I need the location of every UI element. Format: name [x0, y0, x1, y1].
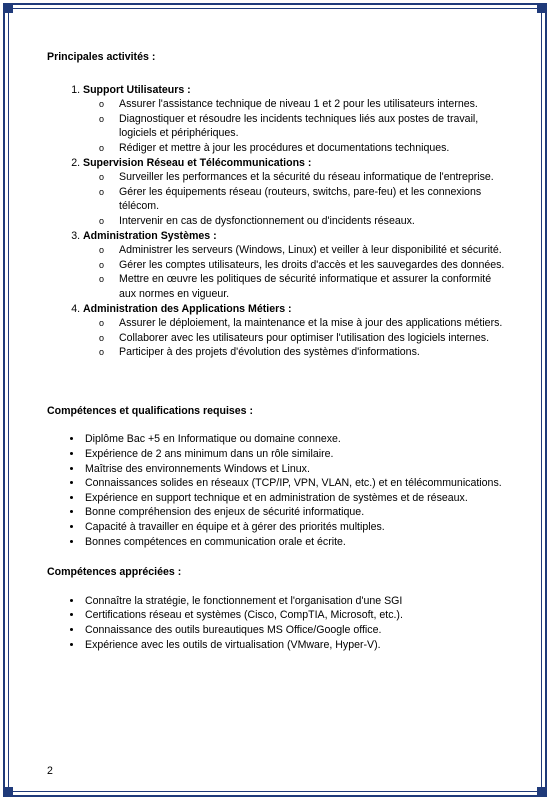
skills-list: [47, 432, 507, 549]
activity-subitem: o Intervenir en cas de dysfonctionnement ou d'incidents réseaux.: [119, 214, 507, 229]
border-corner: [3, 3, 13, 13]
activity-title: Support Utilisateurs :: [83, 83, 191, 96]
activity-title: Supervision Réseau et Télécommunications :: [83, 156, 312, 169]
skill-item: • Bonne compréhension des enjeux de sécurité informatique.: [83, 505, 507, 520]
document-body: [47, 50, 507, 652]
activity-subitem: o Assurer le déploiement, la maintenance et la mise à jour des applications métiers.: [119, 316, 507, 331]
activity-subitems: [83, 316, 507, 360]
preferred-skill-item: • Certifications réseau et systèmes (Cisco, CompTIA, Microsoft, etc.).: [83, 608, 507, 623]
activity-subitem: o Participer à des projets d'évolution des systèmes d'informations.: [119, 345, 507, 360]
activity-subitem: o Rédiger et mettre à jour les procédures et documentations techniques.: [119, 141, 507, 156]
activity-subitem: o Collaborer avec les utilisateurs pour optimiser l'utilisation des logiciels internes.: [119, 331, 507, 346]
activity-subitems: [83, 97, 507, 155]
skill-item: • Maîtrise des environnements Windows et Linux.: [83, 462, 507, 477]
skill-item: • Bonnes compétences en communication orale et écrite.: [83, 535, 507, 550]
page-number: 2: [47, 765, 53, 777]
preferred-skill-item: • Connaissance des outils bureautiques MS Office/Google office.: [83, 623, 507, 638]
activity-item: [83, 156, 507, 229]
activity-subitem: o Surveiller les performances et la sécurité du réseau informatique de l'entreprise.: [119, 170, 507, 185]
activity-title: Administration des Applications Métiers :: [83, 302, 292, 315]
activity-title: Administration Systèmes :: [83, 229, 217, 242]
activities-heading: Principales activités :: [47, 51, 156, 63]
skills-heading: Compétences et qualifications requises :: [47, 404, 254, 417]
activity-subitem: o Gérer les comptes utilisateurs, les droits d'accès et les sauvegardes des données.: [119, 258, 507, 273]
skill-item: • Expérience en support technique et en administration de systèmes et de réseaux.: [83, 491, 507, 506]
activity-subitem: o Diagnostiquer et résoudre les incidents techniques liés aux postes de travail, logiciels et périphériques.: [119, 112, 507, 141]
border-corner: [3, 787, 13, 797]
skill-item: • Connaissances solides en réseaux (TCP/IP, VPN, VLAN, etc.) et en télécommunications.: [83, 476, 507, 491]
activity-subitems: [83, 243, 507, 301]
activity-subitem: o Mettre en œuvre les politiques de sécurité informatique et assurer la conformité aux normes en vigueur.: [119, 272, 507, 301]
activity-subitem: o Assurer l'assistance technique de niveau 1 et 2 pour les utilisateurs internes.: [119, 97, 507, 112]
activity-item: [83, 229, 507, 302]
skill-item: • Expérience de 2 ans minimum dans un rôle similaire.: [83, 447, 507, 462]
preferred-skill-item: • Connaître la stratégie, le fonctionnement et l'organisation d'une SGI: [83, 594, 507, 609]
preferred-skills-heading: Compétences appréciées :: [47, 566, 182, 579]
preferred-skills-list: [47, 594, 507, 652]
skill-item: • Capacité à travailler en équipe et à gérer des priorités multiples.: [83, 520, 507, 535]
activity-subitem: o Administrer les serveurs (Windows, Linux) et veiller à leur disponibilité et sécurité.: [119, 243, 507, 258]
activity-subitems: [83, 170, 507, 228]
activity-subitem: o Gérer les équipements réseau (routeurs, switchs, pare-feu) et les connexions télécom.: [119, 185, 507, 214]
activities-list: [47, 83, 507, 360]
border-corner: [537, 3, 547, 13]
skill-item: • Diplôme Bac +5 en Informatique ou domaine connexe.: [83, 432, 507, 447]
border-corner: [537, 787, 547, 797]
preferred-skill-item: • Expérience avec les outils de virtualisation (VMware, Hyper-V).: [83, 638, 507, 653]
activity-item: [83, 302, 507, 360]
activity-item: [83, 83, 507, 156]
